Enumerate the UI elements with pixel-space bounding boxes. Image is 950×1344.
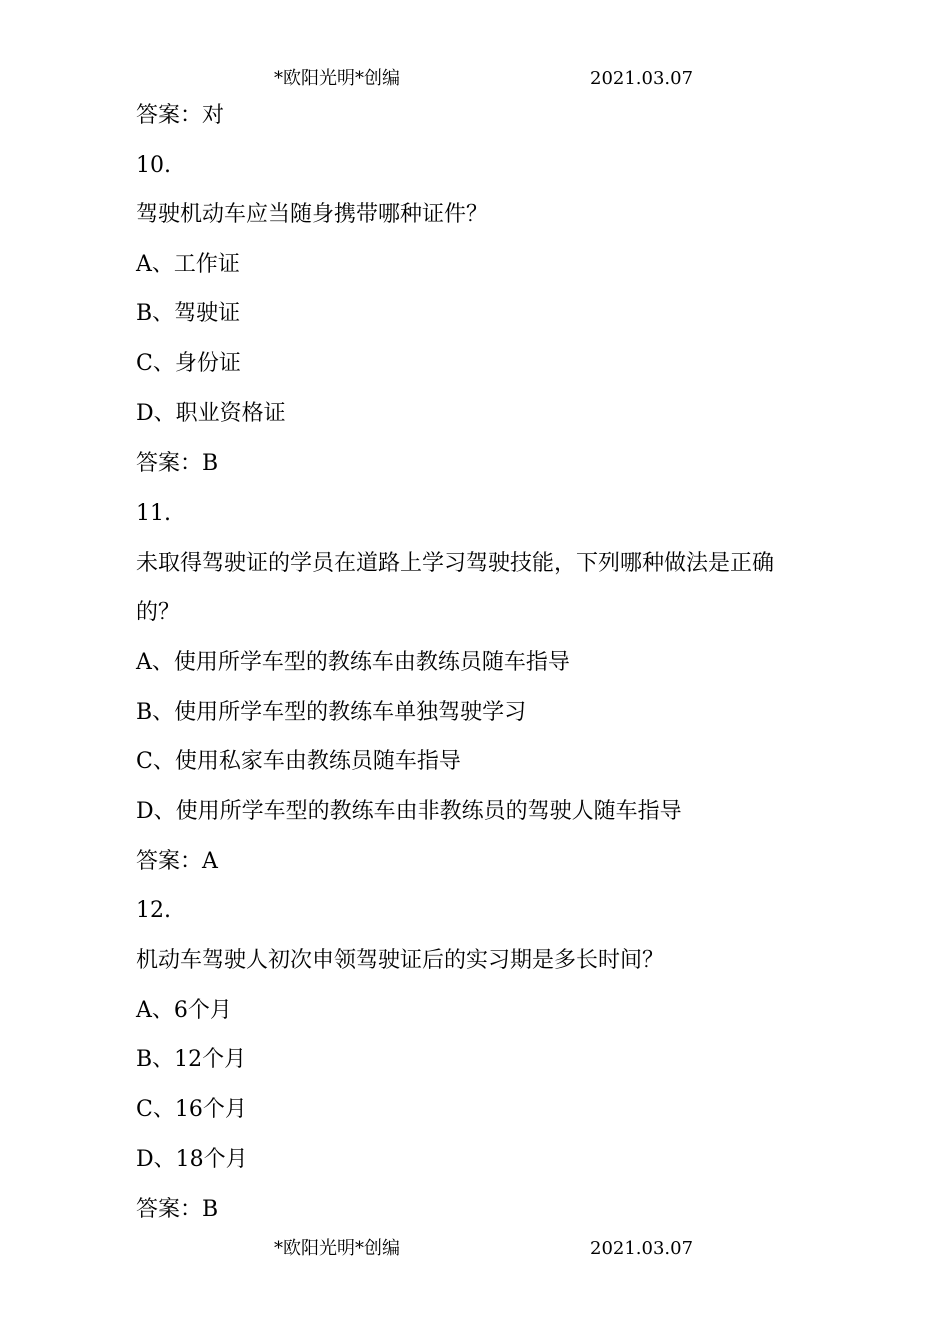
option-d: D、18个月	[136, 1147, 248, 1172]
answer-line: 答案：对	[136, 103, 225, 128]
option-b: B、使用所学车型的教练车单独驾驶学习	[136, 700, 527, 725]
question-text: 驾驶机动车应当随身携带哪种证件？	[136, 202, 489, 227]
footer-date: 2021.03.07	[590, 1238, 694, 1259]
question-text: 机动车驾驶人初次申领驾驶证后的实习期是多长时间？	[136, 948, 665, 973]
option-c: C、使用私家车由教练员随车指导	[136, 749, 461, 774]
option-a: A、6个月	[136, 998, 232, 1023]
option-b: B、12个月	[136, 1047, 247, 1072]
footer-author: *欧阳光明*创编	[274, 1238, 400, 1259]
question-text: 未取得驾驶证的学员在道路上学习驾驶技能，下列哪种做法是正确	[136, 551, 775, 576]
answer-line: 答案：B	[136, 1197, 219, 1222]
question-number: 12.	[136, 898, 171, 923]
question-number: 10.	[136, 153, 171, 178]
question-number: 11.	[136, 501, 171, 526]
question-text-continued: 的？	[136, 600, 181, 625]
answer-line: 答案：B	[136, 451, 219, 476]
option-c: C、身份证	[136, 351, 241, 376]
header-author: *欧阳光明*创编	[274, 68, 400, 89]
header-date: 2021.03.07	[590, 68, 694, 89]
option-a: A、工作证	[136, 252, 240, 277]
option-d: D、使用所学车型的教练车由非教练员的驾驶人随车指导	[136, 799, 682, 824]
option-d: D、职业资格证	[136, 401, 286, 426]
option-c: C、16个月	[136, 1097, 247, 1122]
option-b: B、驾驶证	[136, 301, 241, 326]
option-a: A、使用所学车型的教练车由教练员随车指导	[136, 650, 570, 675]
answer-line: 答案：A	[136, 849, 218, 874]
